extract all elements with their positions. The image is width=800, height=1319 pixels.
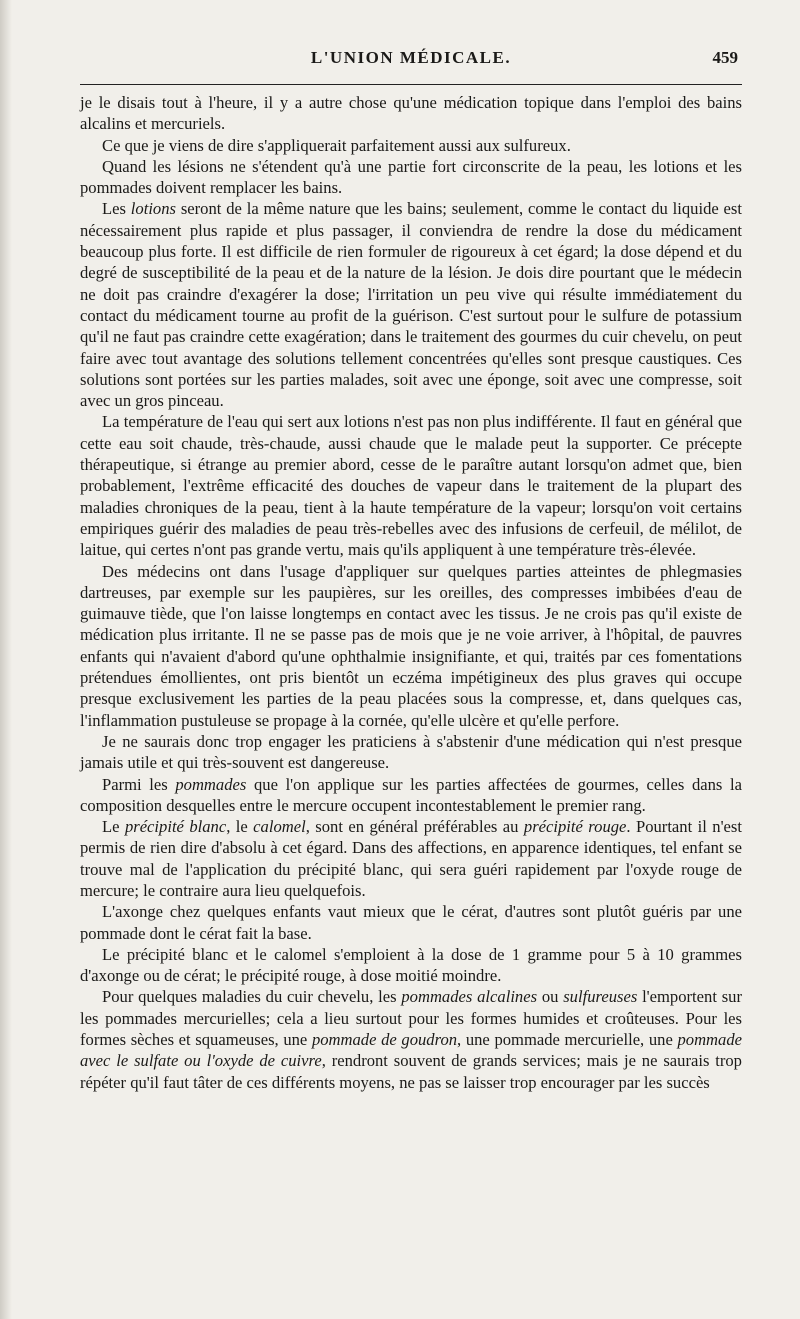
italic-term: sulfureuses: [563, 987, 638, 1007]
text-run: je le disais tout à l'heure, il y a autre chose qu'une médication topique dans l'emploi des bains alcalins et mercuriels.: [80, 93, 742, 134]
text-run: Le précipité blanc et le calomel s'emploient à la dose de 1 gramme pour 5 à 10 grammes d'axonge ou de cérat; le précipité rouge, à dose moitié moindre.: [80, 944, 742, 986]
text-run: Des médecins ont dans l'usage d'appliquer sur quelques parties atteintes de phlegmasies dartreuses, par exemple sur les paupières, sur les oreilles, des compresses imbibées d'eau de guimauve tiède, que l'on laisse longtemps en contact avec les tissus. Je ne crois pas qu'il existe de médication plus irritante. Il ne se passe pas de mois que je ne voie arriver, à l'hôpital, de pauvres enfants qui n'avaient d'abord qu'une ophthalmie insignifiante, et qui, traités par ces fomentations prétendues émollientes, ont pris bientôt un eczéma impétigineux des plus graves qui occupe presque exclusivement les parties de la peau placées sous la compresse, et, dans quelques cas, l'inflammation pustuleuse se propage à la cornée, qu'elle ulcère et qu'elle perfore.: [80, 561, 742, 730]
paragraph: [80, 411, 742, 560]
running-title: L'UNION MÉDICALE.: [310, 48, 512, 67]
text-run: seront de la même nature que les bains; seulement, comme le contact du liquide est nécessairement plus rapide et plus passager, il conviendra de rendre la dose du médicament beaucoup plus forte. Il est difficile de rien formuler de rigoureux à cet égard; la dose dépend et du degré de susceptibilité de la peau et de la nature de la lésion. Je dois dire pourtant que le médecin ne doit pas craindre d'exagérer la dose; l'irritation un peu vive qui résulte immédiatement du contact du médicament tourne au profit de la guérison. C'est surtout pour le sulfure de potassium qu'il ne faut pas craindre cette exagération; dans le traitement des gourmes du cuir chevelu, on peut faire avec tout avantage des solutions tellement concentrées qu'elles sont presque caustiques. Ces solutions sont portées sur les parties malades, soit avec une éponge, soit avec une compresse, soit avec un gros pinceau.: [80, 199, 742, 411]
paragraph: [80, 198, 742, 411]
article-body: [80, 92, 742, 1093]
text-run: , rendront souvent de grands services; mais je ne saurais trop répéter qu'il faut tâter de ces différents moyens, ne pas se laisser trop encourager par les succès: [80, 1051, 742, 1092]
paragraph: [80, 944, 742, 987]
page-number: 459: [712, 48, 738, 67]
italic-term: lotions: [130, 199, 176, 219]
page-header: [80, 48, 742, 76]
text-run: Quand les lésions ne s'étendent qu'à une partie fort circonscrite de la peau, les lotions et les pommades doivent remplacer les bains.: [80, 156, 742, 198]
paragraph: [80, 816, 742, 901]
paragraph: [80, 986, 742, 1092]
text-run: L'axonge chez quelques enfants vaut mieux que le cérat, d'autres sont plutôt guéris par une pommade dont le cérat fait la base.: [80, 902, 742, 943]
paragraph: [80, 92, 742, 135]
text-run: que l'on applique sur les parties affectées de gourmes, celles dans la composition desquelles entre le mercure occupent incontestablement le premier rang.: [80, 774, 742, 815]
text-run: Pour quelques maladies du cuir chevelu, les: [102, 987, 402, 1007]
italic-term: pommade avec le sulfate ou l'oxyde de cuivre: [80, 1030, 742, 1071]
text-run: ou: [537, 987, 564, 1007]
text-run: . Pourtant il n'est permis de rien dire d'absolu à cet égard. Dans des affections, en apparence identiques, tel enfant se trouve mal de l'application du précipité blanc, qui sera guéri rapidement par l'oxyde rouge de mercure; le contraire aura lieu quelquefois.: [80, 817, 742, 900]
paragraph: [80, 156, 742, 199]
text-run: , une pommade mercurielle, une: [457, 1030, 678, 1050]
text-run: Parmi les: [102, 774, 176, 794]
text-run: Le: [102, 817, 125, 837]
text-run: , le: [226, 817, 254, 837]
text-run: Je ne saurais donc trop engager les praticiens à s'abstenir d'une médication qui n'est presque jamais utile et qui très-souvent est dangereuse.: [80, 731, 742, 773]
text-run: , sont en général préférables au: [305, 817, 524, 837]
italic-term: précipité rouge: [523, 817, 627, 837]
paragraph: [80, 135, 742, 156]
paragraph: [80, 731, 742, 774]
paragraph: [80, 901, 742, 944]
text-run: La température de l'eau qui sert aux lotions n'est pas non plus indifférente. Il faut en général que cette eau soit chaude, très-chaude, aussi chaude que le malade peut la supporter. Ce précepte thérapeutique, si étrange au premier abord, cesse de le paraître autant lorsqu'on admet que, bien probablement, l'extrême efficacité des douches de vapeur dans le traitement de la plupart des maladies chroniques de la peau, tient à la haute température de la vapeur; lorsqu'on voit certains empiriques guérir des maladies de peau très-rebelles avec des infusions de cerfeuil, de mélilot, de laitue, qui certes n'ont pas grande vertu, mais qu'ils appliquent à une température très-élevée.: [80, 412, 742, 560]
page-edge-shadow: [0, 0, 12, 1319]
paragraph: [80, 774, 742, 817]
italic-term: pommades alcalines: [401, 987, 538, 1007]
italic-term: précipité blanc: [124, 817, 227, 837]
header-rule: [80, 84, 742, 85]
text-run: l'emportent sur les pommades mercurielles; cela a lieu surtout pour les formes humides et croûteuses. Pour les formes sèches et squameuses, une: [80, 987, 743, 1050]
italic-term: pommades: [175, 774, 247, 794]
text-run: Les: [102, 199, 131, 219]
italic-term: calomel: [253, 817, 306, 837]
text-run: Ce que je viens de dire s'appliquerait parfaitement aussi aux sulfureux.: [102, 135, 571, 155]
paragraph: [80, 561, 742, 731]
italic-term: pommade de goudron: [311, 1030, 458, 1050]
